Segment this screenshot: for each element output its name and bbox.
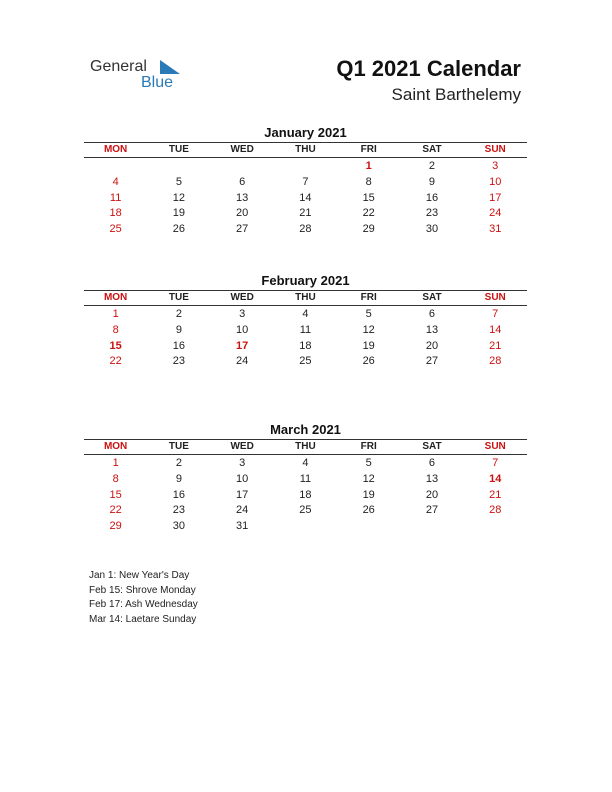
day-cell: 17 <box>236 488 249 501</box>
month-title: January 2021 <box>264 125 347 140</box>
day-cell: 6 <box>428 308 436 320</box>
day-cell: 8 <box>112 323 119 336</box>
day-cell: 2 <box>175 308 182 320</box>
day-cell: 22 <box>109 355 122 368</box>
week-row <box>84 519 527 535</box>
week-row <box>84 472 527 488</box>
month-january <box>84 124 527 238</box>
day-cell: 21 <box>489 339 502 352</box>
day-cell: 24 <box>236 504 249 517</box>
day-cell: 27 <box>425 355 439 368</box>
day-cell: 7 <box>492 457 499 469</box>
day-cell: 1 <box>365 160 372 172</box>
weekday-label: TUE <box>168 441 189 452</box>
weekday-header-row <box>84 290 527 306</box>
month-february <box>84 272 527 370</box>
day-cell: 28 <box>489 355 502 368</box>
day-cell: 28 <box>299 223 312 236</box>
holiday-item: Jan 1: New Year's Day <box>89 570 190 581</box>
day-cell: 15 <box>109 488 122 501</box>
weekday-header-row <box>84 439 527 455</box>
day-cell: 1 <box>112 308 119 320</box>
day-cell <box>337 519 400 535</box>
day-cell: 6 <box>428 457 436 469</box>
day-cell <box>274 519 337 535</box>
day-cell: 3 <box>239 457 246 469</box>
day-cell: 6 <box>239 175 246 188</box>
week-row <box>84 206 527 222</box>
day-cell: 22 <box>362 207 375 220</box>
day-cell: 2 <box>428 160 436 172</box>
day-cell: 26 <box>172 223 186 236</box>
holiday-item: Mar 14: Laetare Sunday <box>89 613 197 625</box>
day-cell: 20 <box>425 488 439 501</box>
day-cell: 9 <box>428 175 436 188</box>
day-cell: 22 <box>109 504 122 517</box>
day-cell: 30 <box>172 520 186 533</box>
weekday-label: TUE <box>168 144 189 155</box>
logo-triangle-icon <box>160 60 180 74</box>
day-cell: 27 <box>425 504 439 517</box>
day-cell: 19 <box>362 339 375 352</box>
weekday-label: FRI <box>360 441 377 452</box>
logo-word-general: General <box>90 58 147 75</box>
day-cell: 10 <box>236 323 249 336</box>
weekday-header-row <box>84 142 527 158</box>
week-row <box>84 159 527 175</box>
day-cell: 8 <box>112 472 119 485</box>
day-cell: 17 <box>489 191 502 204</box>
day-cell: 28 <box>489 504 502 517</box>
day-cell: 14 <box>489 472 502 485</box>
weekday-label: FRI <box>360 144 377 155</box>
day-cell: 23 <box>425 207 439 220</box>
day-cell: 30 <box>425 223 439 236</box>
weekday-label: SUN <box>484 144 506 155</box>
weekday-label: SAT <box>422 144 442 155</box>
week-row <box>84 456 527 472</box>
holiday-item: Feb 15: Shrove Monday <box>89 584 196 596</box>
weekday-label: WED <box>230 441 254 452</box>
day-cell: 17 <box>236 339 249 352</box>
weekday-label: SAT <box>422 292 442 303</box>
day-cell: 12 <box>362 323 375 336</box>
week-row <box>84 175 527 191</box>
day-cell: 13 <box>425 472 439 485</box>
day-cell: 12 <box>362 472 375 485</box>
holiday-item: Feb 17: Ash Wednesday <box>89 599 198 610</box>
weekday-label: SUN <box>484 292 506 303</box>
day-cell <box>464 519 527 535</box>
day-cell: 3 <box>492 160 499 172</box>
weekday-label: WED <box>230 292 254 303</box>
day-cell: 14 <box>299 191 312 204</box>
day-cell: 11 <box>299 323 312 336</box>
week-row <box>84 488 527 504</box>
day-cell: 21 <box>299 207 312 220</box>
day-cell: 7 <box>492 308 499 320</box>
week-row <box>84 222 527 238</box>
weekday-label: MON <box>103 441 128 452</box>
day-cell: 11 <box>299 472 312 485</box>
day-cell: 18 <box>299 488 312 501</box>
weekday-label: MON <box>103 292 128 303</box>
logo-word-blue: Blue <box>141 74 174 91</box>
day-cell: 21 <box>489 488 502 501</box>
day-cell: 9 <box>175 323 182 336</box>
day-cell: 19 <box>172 207 186 220</box>
day-cell <box>400 519 463 535</box>
day-cell: 29 <box>109 520 122 533</box>
week-row <box>84 191 527 207</box>
day-cell: 2 <box>175 457 182 469</box>
week-row <box>84 339 527 355</box>
day-cell: 11 <box>109 191 122 204</box>
day-cell: 26 <box>362 355 375 368</box>
day-cell: 16 <box>172 339 186 352</box>
weekday-label: THU <box>295 144 316 155</box>
week-rows <box>84 455 527 535</box>
day-cell: 1 <box>112 457 119 469</box>
day-cell: 24 <box>489 207 502 220</box>
day-cell: 19 <box>362 488 375 501</box>
day-cell: 9 <box>175 472 182 485</box>
day-cell: 12 <box>172 191 186 204</box>
weekday-label: WED <box>230 144 254 155</box>
day-cell: 13 <box>236 191 249 204</box>
day-cell: 25 <box>109 223 122 236</box>
day-cell: 15 <box>109 339 122 352</box>
day-cell: 16 <box>172 488 186 501</box>
day-cell: 14 <box>489 323 502 336</box>
month-title: February 2021 <box>261 273 350 288</box>
weekday-label: THU <box>295 292 316 303</box>
day-cell: 20 <box>236 207 249 220</box>
day-cell: 23 <box>172 355 186 368</box>
weekday-label: THU <box>295 441 316 452</box>
day-cell: 25 <box>299 504 312 517</box>
page-subtitle: Saint Barthelemy <box>391 85 521 104</box>
day-cell <box>147 159 210 175</box>
day-cell: 18 <box>109 207 122 220</box>
week-rows <box>84 306 527 370</box>
day-cell: 4 <box>112 175 119 188</box>
day-cell: 10 <box>489 175 502 188</box>
day-cell <box>274 159 337 175</box>
month-title: March 2021 <box>270 422 341 437</box>
day-cell: 5 <box>365 457 372 469</box>
day-cell <box>84 159 147 175</box>
day-cell: 16 <box>425 191 439 204</box>
day-cell: 4 <box>302 308 309 320</box>
weekday-label: SUN <box>484 441 506 452</box>
day-cell: 8 <box>365 175 372 188</box>
day-cell: 7 <box>302 175 309 188</box>
weekday-label: FRI <box>360 292 377 303</box>
day-cell: 20 <box>425 339 439 352</box>
weekday-label: SAT <box>422 441 442 452</box>
day-cell: 26 <box>362 504 375 517</box>
day-cell: 18 <box>299 339 312 352</box>
page-title: Q1 2021 Calendar <box>336 56 521 81</box>
week-row <box>84 307 527 323</box>
day-cell: 5 <box>175 175 182 188</box>
holiday-list <box>89 569 198 627</box>
day-cell: 25 <box>299 355 312 368</box>
day-cell: 24 <box>236 355 249 368</box>
generalblue-logo <box>90 56 190 92</box>
day-cell: 15 <box>362 191 375 204</box>
day-cell: 31 <box>236 520 249 533</box>
week-row <box>84 503 527 519</box>
day-cell: 27 <box>236 223 249 236</box>
weekday-label: TUE <box>168 292 189 303</box>
week-row <box>84 354 527 370</box>
day-cell: 31 <box>489 223 502 236</box>
week-rows <box>84 158 527 238</box>
day-cell: 29 <box>362 223 375 236</box>
week-row <box>84 323 527 339</box>
day-cell: 23 <box>172 504 186 517</box>
day-cell: 4 <box>302 457 309 469</box>
day-cell: 3 <box>239 308 246 320</box>
weekday-label: MON <box>103 144 128 155</box>
month-march <box>84 421 527 535</box>
day-cell: 5 <box>365 308 372 320</box>
day-cell: 13 <box>425 323 439 336</box>
day-cell <box>211 159 274 175</box>
day-cell: 10 <box>236 472 249 485</box>
